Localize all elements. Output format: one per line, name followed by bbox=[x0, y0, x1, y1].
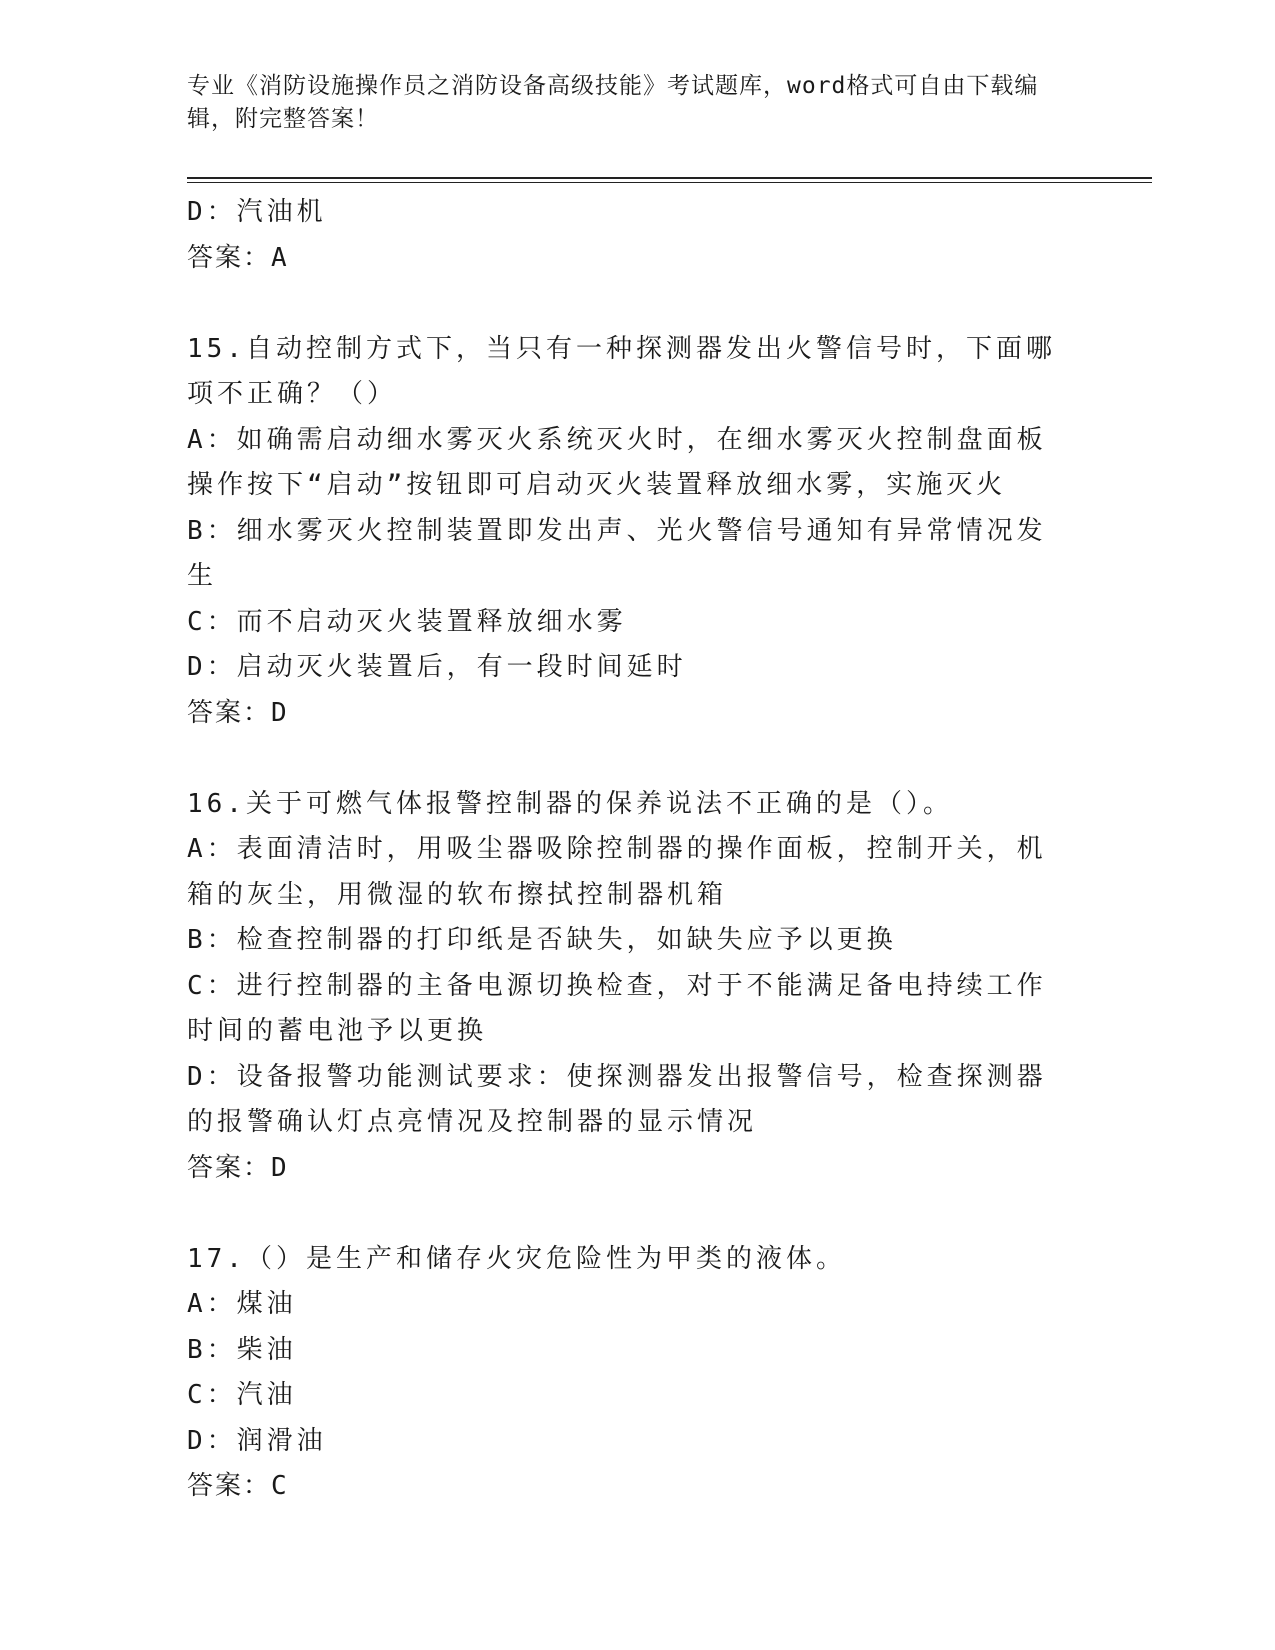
question-stem: 16.关于可燃气体报警控制器的保养说法不正确的是（）。 bbox=[187, 788, 953, 819]
spacer bbox=[187, 281, 1067, 327]
spacer bbox=[187, 1191, 1067, 1237]
question-16 bbox=[187, 782, 1067, 1192]
question-14-tail bbox=[187, 190, 1067, 281]
option-b: B：检查控制器的打印纸是否缺失，如缺失应予以更换 bbox=[187, 925, 897, 955]
option-a: A：如确需启动细水雾灭火系统灭火时，在细水雾灭火控制盘面板操作按下“启动”按钮即可启动灭火装置释放细水雾，实施灭火 bbox=[187, 424, 1047, 500]
option-b: B：细水雾灭火控制装置即发出声、光火警信号通知有异常情况发生 bbox=[187, 515, 1047, 591]
answer: 答案：C bbox=[187, 1471, 289, 1501]
option-d: D：启动灭火装置后，有一段时间延时 bbox=[187, 652, 687, 682]
option-a: A：表面清洁时，用吸尘器吸除控制器的操作面板，控制开关，机箱的灰尘，用微湿的软布擦拭控制器机箱 bbox=[187, 834, 1047, 910]
question-17 bbox=[187, 1237, 1067, 1510]
option-d: D：润滑油 bbox=[187, 1425, 327, 1456]
option-c: C：而不启动灭火装置释放细水雾 bbox=[187, 606, 627, 637]
option-a: A：煤油 bbox=[187, 1289, 297, 1319]
header-divider-thin bbox=[187, 182, 1152, 183]
option-b: B：柴油 bbox=[187, 1334, 297, 1365]
spacer bbox=[187, 736, 1067, 782]
option-d: D：设备报警功能测试要求：使探测器发出报警信号，检查探测器的报警确认灯点亮情况及控制器的显示情况 bbox=[187, 1061, 1047, 1137]
question-stem: 17.（）是生产和储存火灾危险性为甲类的液体。 bbox=[187, 1243, 846, 1274]
answer: 答案：A bbox=[187, 242, 289, 273]
document-body bbox=[187, 190, 1067, 1510]
option-d: D：汽油机 bbox=[187, 197, 327, 227]
question-stem: 15.自动控制方式下，当只有一种探测器发出火警信号时，下面哪项不正确？（） bbox=[187, 333, 1056, 409]
question-15 bbox=[187, 327, 1067, 737]
option-c: C：汽油 bbox=[187, 1380, 297, 1410]
answer: 答案：D bbox=[187, 697, 289, 728]
option-c: C：进行控制器的主备电源切换检查，对于不能满足备电持续工作时间的蓄电池予以更换 bbox=[187, 970, 1047, 1046]
document-header: 专业《消防设施操作员之消防设备高级技能》考试题库，word格式可自由下载编辑，附完整答案！ bbox=[187, 73, 1039, 132]
header-divider-thick bbox=[187, 177, 1152, 179]
answer: 答案：D bbox=[187, 1152, 289, 1183]
